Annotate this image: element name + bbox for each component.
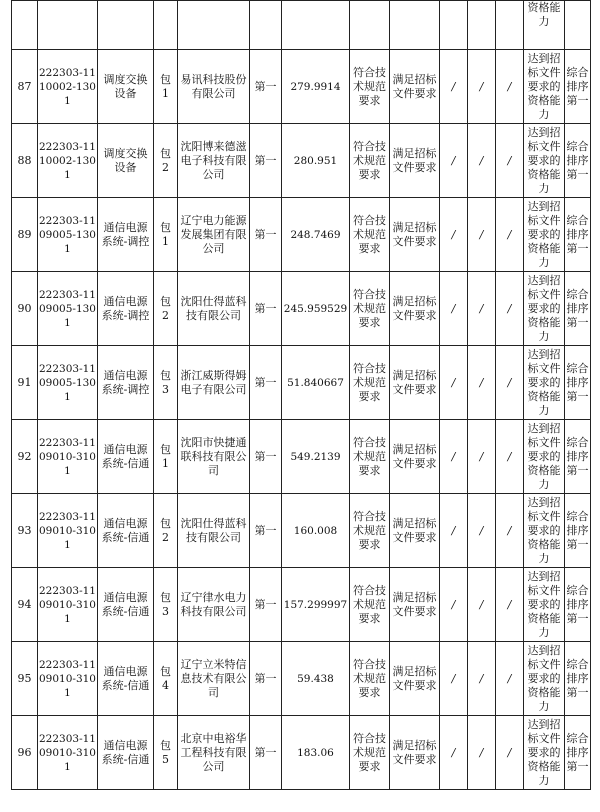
- cell-tech-compliance: 符合技术规范要求: [350, 716, 390, 790]
- cell-empty: [250, 1, 282, 50]
- cell-serial-no: 87: [12, 50, 38, 124]
- cell-qualification: 达到招标文件要求的资格能力: [524, 124, 565, 198]
- cell-tech-compliance: 符合技术规范要求: [350, 272, 390, 346]
- cell-tech-compliance: 符合技术规范要求: [350, 198, 390, 272]
- cell-empty: [496, 1, 524, 50]
- cell-project-code: 222303-1109005-1301: [38, 272, 98, 346]
- cell-bid-compliance: 满足招标文件要求: [390, 642, 440, 716]
- cell-overall-rank: 综合排序第一: [565, 124, 591, 198]
- cell-rank: 第一: [250, 50, 282, 124]
- cell-slash: /: [496, 50, 524, 124]
- cell-amount: 157.299997: [282, 568, 350, 642]
- cell-empty: [282, 1, 350, 50]
- results-table: [11, 0, 591, 790]
- cell-overall-rank: 综合排序第一: [565, 198, 591, 272]
- cell-slash: /: [468, 642, 496, 716]
- cell-company: 辽宁立米特信息技术有限公司: [178, 642, 250, 716]
- cell-project-code: 222303-1110002-1301: [38, 50, 98, 124]
- cell-tech-compliance: 符合技术规范要求: [350, 642, 390, 716]
- cell-overall-rank: 综合排序第一: [565, 716, 591, 790]
- cell-empty: [565, 1, 591, 50]
- cell-company: 辽宁律水电力科技有限公司: [178, 568, 250, 642]
- cell-serial-no: 92: [12, 420, 38, 494]
- cell-rank: 第一: [250, 642, 282, 716]
- cell-qualification: 达到招标文件要求的资格能力: [524, 642, 565, 716]
- cell-amount: 248.7469: [282, 198, 350, 272]
- cell-package: 包 4: [154, 642, 178, 716]
- cell-slash: /: [440, 716, 468, 790]
- cell-slash: /: [496, 272, 524, 346]
- cell-item-name: 调度交换设备: [98, 124, 154, 198]
- cell-overall-rank: 综合排序第一: [565, 420, 591, 494]
- cell-slash: /: [440, 568, 468, 642]
- cell-serial-no: 90: [12, 272, 38, 346]
- cell-amount: 279.9914: [282, 50, 350, 124]
- cell-slash: /: [468, 272, 496, 346]
- cell-company: 沈阳仕得蓝科技有限公司: [178, 272, 250, 346]
- cell-overall-rank: 综合排序第一: [565, 272, 591, 346]
- table-row: [12, 50, 591, 124]
- cell-tech-compliance: 符合技术规范要求: [350, 124, 390, 198]
- cell-bid-compliance: 满足招标文件要求: [390, 568, 440, 642]
- cell-tech-compliance: 符合技术规范要求: [350, 420, 390, 494]
- cell-slash: /: [496, 716, 524, 790]
- cell-empty: [390, 1, 440, 50]
- cell-serial-no: 96: [12, 716, 38, 790]
- cell-empty: [12, 1, 38, 50]
- cell-slash: /: [468, 198, 496, 272]
- cell-slash: /: [468, 568, 496, 642]
- cell-bid-compliance: 满足招标文件要求: [390, 716, 440, 790]
- table-row: [12, 198, 591, 272]
- cell-empty: [468, 1, 496, 50]
- cell-qualification: 达到招标文件要求的资格能力: [524, 272, 565, 346]
- cell-slash: /: [440, 124, 468, 198]
- cell-serial-no: 88: [12, 124, 38, 198]
- cell-empty: [38, 1, 98, 50]
- cell-tech-compliance: 符合技术规范要求: [350, 568, 390, 642]
- cell-amount: 245.959529: [282, 272, 350, 346]
- cell-package: 包 3: [154, 346, 178, 420]
- cell-item-name: 通信电源系统-调控: [98, 346, 154, 420]
- cell-slash: /: [468, 494, 496, 568]
- cell-slash: /: [440, 272, 468, 346]
- cell-serial-no: 94: [12, 568, 38, 642]
- cell-package: 包 2: [154, 124, 178, 198]
- cell-slash: /: [440, 420, 468, 494]
- cell-empty: [350, 1, 390, 50]
- cell-serial-no: 93: [12, 494, 38, 568]
- cell-serial-no: 89: [12, 198, 38, 272]
- cell-package: 包 3: [154, 568, 178, 642]
- cell-amount: 59.438: [282, 642, 350, 716]
- cell-rank: 第一: [250, 420, 282, 494]
- cell-empty: [154, 1, 178, 50]
- cell-rank: 第一: [250, 272, 282, 346]
- table-row: [12, 716, 591, 790]
- cell-bid-compliance: 满足招标文件要求: [390, 124, 440, 198]
- cell-amount: 549.2139: [282, 420, 350, 494]
- cell-rank: 第一: [250, 494, 282, 568]
- cell-slash: /: [468, 346, 496, 420]
- cell-item-name: 通信电源系统-调控: [98, 198, 154, 272]
- cell-item-name: 通信电源系统-信通: [98, 420, 154, 494]
- cell-overall-rank: 综合排序第一: [565, 642, 591, 716]
- cell-qualification: 达到招标文件要求的资格能力: [524, 198, 565, 272]
- cell-qualification: 达到招标文件要求的资格能力: [524, 716, 565, 790]
- cell-item-name: 通信电源系统-信通: [98, 494, 154, 568]
- table-row: [12, 124, 591, 198]
- cell-package: 包 1: [154, 198, 178, 272]
- cell-item-name: 通信电源系统-信通: [98, 642, 154, 716]
- cell-project-code: 222303-1110002-1301: [38, 124, 98, 198]
- cell-overall-rank: 综合排序第一: [565, 50, 591, 124]
- cell-slash: /: [468, 420, 496, 494]
- cell-rank: 第一: [250, 198, 282, 272]
- cell-package: 包 5: [154, 716, 178, 790]
- cell-project-code: 222303-1109010-3101: [38, 716, 98, 790]
- cell-rank: 第一: [250, 346, 282, 420]
- cell-package: 包 1: [154, 420, 178, 494]
- cell-slash: /: [496, 198, 524, 272]
- cell-slash: /: [468, 716, 496, 790]
- cell-tech-compliance: 符合技术规范要求: [350, 50, 390, 124]
- cell-qualification: 达到招标文件要求的资格能力: [524, 346, 565, 420]
- cell-slash: /: [496, 124, 524, 198]
- cell-empty: [98, 1, 154, 50]
- cell-slash: /: [468, 124, 496, 198]
- cell-package: 包 2: [154, 494, 178, 568]
- cell-project-code: 222303-1109010-3101: [38, 420, 98, 494]
- cell-amount: 183.06: [282, 716, 350, 790]
- cell-tech-compliance: 符合技术规范要求: [350, 494, 390, 568]
- cell-slash: /: [440, 198, 468, 272]
- cell-tech-compliance: 符合技术规范要求: [350, 346, 390, 420]
- cell-slash: /: [440, 346, 468, 420]
- cell-package: 包 2: [154, 272, 178, 346]
- cell-bid-compliance: 满足招标文件要求: [390, 346, 440, 420]
- table-row: [12, 494, 591, 568]
- cell-item-name: 通信电源系统-调控: [98, 272, 154, 346]
- cell-slash: /: [496, 420, 524, 494]
- cell-slash: /: [496, 642, 524, 716]
- cell-amount: 51.840667: [282, 346, 350, 420]
- table-row: [12, 346, 591, 420]
- cell-project-code: 222303-1109010-3101: [38, 642, 98, 716]
- cell-rank: 第一: [250, 124, 282, 198]
- table-row: [12, 272, 591, 346]
- cell-slash: /: [496, 568, 524, 642]
- cell-slash: /: [440, 642, 468, 716]
- cell-company: 沈阳市快捷通联科技有限公司: [178, 420, 250, 494]
- cell-company: 沈阳博来德滋电子科技有限公司: [178, 124, 250, 198]
- table-row: [12, 420, 591, 494]
- cell-qualification: 达到招标文件要求的资格能力: [524, 494, 565, 568]
- cell-amount: 280.951: [282, 124, 350, 198]
- cell-qualification: 资格能力: [524, 1, 565, 50]
- cell-slash: /: [468, 50, 496, 124]
- table-row-continued: [12, 1, 591, 50]
- cell-amount: 160.008: [282, 494, 350, 568]
- cell-rank: 第一: [250, 716, 282, 790]
- cell-empty: [440, 1, 468, 50]
- cell-item-name: 通信电源系统-信通: [98, 716, 154, 790]
- cell-company: 北京中电裕华工程科技有限公司: [178, 716, 250, 790]
- cell-empty: [178, 1, 250, 50]
- cell-project-code: 222303-1109010-3101: [38, 568, 98, 642]
- cell-slash: /: [496, 346, 524, 420]
- cell-project-code: 222303-1109005-1301: [38, 198, 98, 272]
- cell-item-name: 调度交换设备: [98, 50, 154, 124]
- cell-company: 易讯科技股份有限公司: [178, 50, 250, 124]
- cell-qualification: 达到招标文件要求的资格能力: [524, 50, 565, 124]
- table-row: [12, 642, 591, 716]
- cell-qualification: 达到招标文件要求的资格能力: [524, 420, 565, 494]
- cell-slash: /: [496, 494, 524, 568]
- cell-serial-no: 91: [12, 346, 38, 420]
- cell-bid-compliance: 满足招标文件要求: [390, 50, 440, 124]
- cell-project-code: 222303-1109010-3101: [38, 494, 98, 568]
- cell-company: 沈阳仕得蓝科技有限公司: [178, 494, 250, 568]
- cell-slash: /: [440, 50, 468, 124]
- cell-overall-rank: 综合排序第一: [565, 346, 591, 420]
- cell-package: 包 1: [154, 50, 178, 124]
- cell-bid-compliance: 满足招标文件要求: [390, 494, 440, 568]
- cell-bid-compliance: 满足招标文件要求: [390, 272, 440, 346]
- cell-bid-compliance: 满足招标文件要求: [390, 198, 440, 272]
- cell-qualification: 达到招标文件要求的资格能力: [524, 568, 565, 642]
- cell-rank: 第一: [250, 568, 282, 642]
- cell-overall-rank: 综合排序第一: [565, 494, 591, 568]
- cell-overall-rank: 综合排序第一: [565, 568, 591, 642]
- cell-company: 浙江威斯得姆电子有限公司: [178, 346, 250, 420]
- cell-item-name: 通信电源系统-信通: [98, 568, 154, 642]
- cell-slash: /: [440, 494, 468, 568]
- cell-project-code: 222303-1109005-1301: [38, 346, 98, 420]
- cell-bid-compliance: 满足招标文件要求: [390, 420, 440, 494]
- table-row: [12, 568, 591, 642]
- cell-serial-no: 95: [12, 642, 38, 716]
- cell-company: 辽宁电力能源发展集团有限公司: [178, 198, 250, 272]
